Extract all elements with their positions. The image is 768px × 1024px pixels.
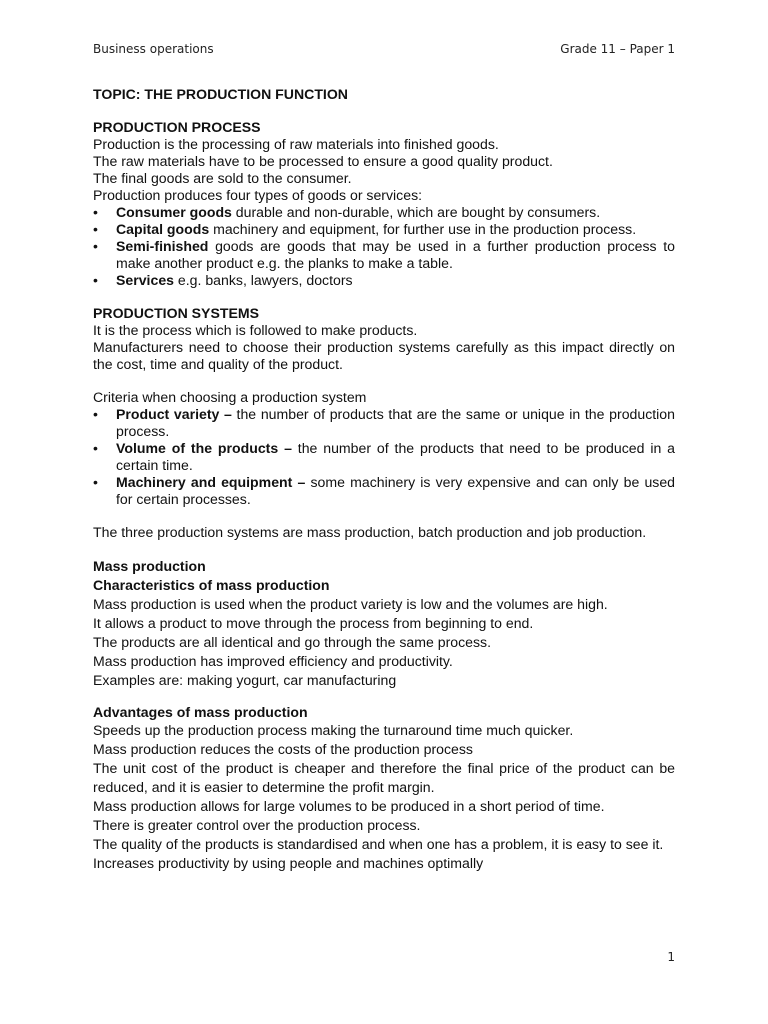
header-right: Grade 11 – Paper 1 [560,42,675,56]
list-item-text: machinery and equipment, for further use in the production process. [209,221,637,237]
characteristics-block [93,595,675,690]
bullet-icon: • [93,272,98,288]
list-item-term: Consumer goods [116,204,232,220]
criteria-list [93,406,675,508]
paragraph: The products are all identical and go through the same process. [93,634,491,650]
bullet-icon: • [93,238,98,254]
paragraph: Manufacturers need to choose their production systems carefully as this impact directly on the cost, time and quality of the product. [93,339,675,372]
paragraph: Production is the processing of raw materials into finished goods. [93,136,499,152]
page-number: 1 [667,950,675,964]
header-left: Business operations [93,42,214,56]
paragraph: The raw materials have to be processed to ensure a good quality product. [93,153,553,169]
paragraph: The three production systems are mass production, batch production and job production. [93,524,647,540]
section-heading-production-process: PRODUCTION PROCESS [93,119,261,135]
section-heading-mass-production: Mass production [93,558,206,574]
subheading-characteristics: Characteristics of mass production [93,577,330,593]
list-item [93,406,675,440]
list-item [93,440,675,474]
paragraph: The quality of the products is standardised and when one has a problem, it is easy to see it. [93,836,664,852]
bullet-icon: • [93,204,98,220]
list-item [93,474,675,508]
list-item-text: some machinery is very expensive and can only be used for certain processes. [116,474,676,507]
bullet-icon: • [93,474,98,490]
topic-title: TOPIC: THE PRODUCTION FUNCTION [93,86,348,102]
list-item-text: the number of the products that need to be produced in a certain time. [116,440,676,473]
paragraph: It is the process which is followed to make products. [93,322,418,338]
paragraph: Examples are: making yogurt, car manufacturing [93,672,397,688]
bullet-icon: • [93,406,98,422]
list-item-term: Machinery and equipment – [116,474,306,490]
criteria-intro: Criteria when choosing a production system [93,389,367,405]
section-heading-advantages: Advantages of mass production [93,704,308,720]
paragraph: Production produces four types of goods or services: [93,187,423,203]
paragraph: The final goods are sold to the consumer. [93,170,352,186]
bullet-icon: • [93,440,98,456]
list-item [93,221,675,238]
paragraph: It allows a product to move through the process from beginning to end. [93,615,534,631]
goods-types-list [93,204,675,289]
list-item-text: the number of products that are the same or unique in the production process. [116,406,675,439]
paragraph: The unit cost of the product is cheaper and therefore the final price of the product can be reduced, and it is easier to determine the profit margin. [93,760,675,795]
list-item-term: Product variety – [116,406,232,422]
advantages-block [93,721,675,873]
paragraph: There is greater control over the production process. [93,817,421,833]
paragraph: Mass production allows for large volumes to be produced in a short period of time. [93,798,605,814]
list-item-text: goods are goods that may be used in a further production process to make another product e.g. the planks to make a table. [116,238,675,271]
list-item-term: Semi-finished [116,238,209,254]
list-item-text: e.g. banks, lawyers, doctors [174,272,353,288]
list-item [93,238,675,272]
paragraph: Increases productivity by using people and machines optimally [93,855,484,871]
paragraph: Speeds up the production process making the turnaround time much quicker. [93,722,574,738]
paragraph: Mass production has improved efficiency and productivity. [93,653,453,669]
paragraph: Mass production reduces the costs of the production process [93,741,473,757]
list-item [93,204,675,221]
list-item-term: Services [116,272,174,288]
section-heading-production-systems: PRODUCTION SYSTEMS [93,305,260,321]
page-body [93,86,675,873]
list-item-term: Capital goods [116,221,210,237]
bullet-icon: • [93,221,98,237]
list-item-term: Volume of the products – [116,440,292,456]
paragraph: Mass production is used when the product variety is low and the volumes are high. [93,596,608,612]
list-item-text: durable and non-durable, which are bought by consumers. [231,204,601,220]
list-item [93,272,675,289]
